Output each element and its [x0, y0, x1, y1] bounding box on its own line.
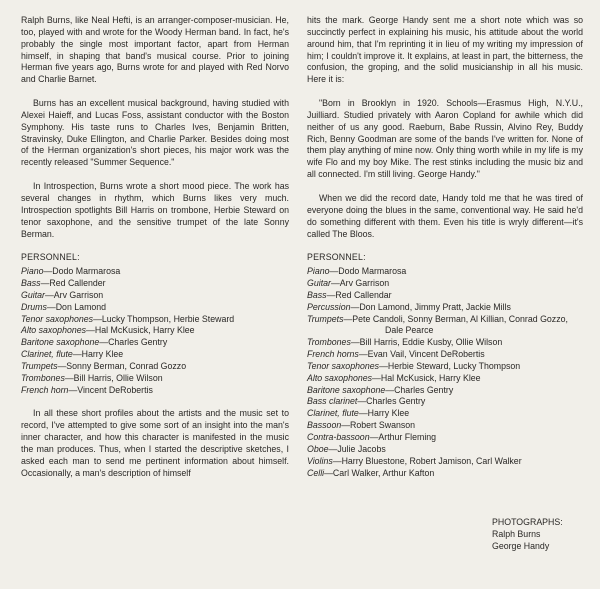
personnel-names: Evan Vail, Vincent DeRobertis: [367, 349, 485, 360]
personnel-role: Bass: [307, 289, 327, 300]
handy-paragraph-3: When we did the record date, Handy told me that he was tired of everyone doing the blues in the same, conventional way. He said he'd do something different with them. Even his title is wryly different—it's called The Bloos.: [307, 192, 583, 239]
personnel-entry: [21, 278, 289, 290]
personnel-dash: —: [326, 289, 336, 300]
personnel-role: Piano: [307, 266, 330, 277]
personnel-names: Robert Swanson: [350, 420, 416, 431]
personnel-names-continued: Dale Pearce: [385, 325, 434, 336]
personnel-entry: [307, 420, 583, 432]
personnel-dash: —: [99, 337, 109, 348]
personnel-list-right: [307, 266, 583, 479]
personnel-dash: —: [332, 455, 342, 466]
personnel-dash: —: [343, 313, 353, 324]
personnel-role: Tenor saxophones: [307, 360, 380, 371]
personnel-role: Oboe: [307, 443, 329, 454]
personnel-entry: [307, 302, 583, 314]
personnel-names: Bill Harris, Eddie Kusby, Ollie Wilson: [359, 337, 503, 348]
personnel-heading-right: PERSONNEL:: [307, 252, 366, 263]
personnel-list-left: [21, 266, 289, 396]
personnel-names: Lucky Thompson, Herbie Steward: [101, 313, 235, 324]
personnel-dash: —: [93, 313, 102, 324]
personnel-role: Trombones: [307, 337, 351, 348]
personnel-role: Celli: [307, 467, 325, 478]
personnel-dash: —: [72, 349, 82, 360]
personnel-names: Red Callender: [49, 278, 106, 289]
personnel-dash: —: [57, 360, 67, 371]
personnel-entry: [307, 349, 583, 361]
personnel-role: Baritone saxophone: [21, 337, 100, 348]
personnel-dash: —: [341, 420, 351, 431]
personnel-names: Red Callendar: [335, 289, 392, 300]
personnel-dash: —: [358, 349, 368, 360]
personnel-role: Trumpets: [21, 360, 58, 371]
personnel-names: Don Lamond, Jimmy Pratt, Jackie Mills: [359, 301, 511, 312]
personnel-names: Charles Gentry: [108, 337, 168, 348]
personnel-names: Pete Candoli, Sonny Berman, Al Killian, Conrad Gozzo,: [352, 313, 568, 324]
right-column: [307, 15, 583, 479]
personnel-role: French horn: [21, 384, 69, 395]
handy-quote: "Born in Brooklyn in 1920. Schools—Erasmus High, N.Y.U., Juilliard. Studied privately with Aaron Copland for awhile which did neither of us any good. Raeburn, Babe Russin, Alvino Rey, Buddy Rich, Benny Goodman are some of the bands I've written for. None of them play anything of mine now. Only thing worth while in my life is my wife Flo and my boy Mike. The rest stinks including the music biz and all connected. I'm still living. George Handy.": [307, 98, 583, 180]
personnel-dash: —: [44, 289, 54, 300]
personnel-role: Bassoon: [307, 420, 342, 431]
personnel-entry: [21, 385, 289, 397]
personnel-entry: [307, 373, 583, 385]
personnel-role: Bass: [21, 278, 41, 289]
personnel-names: Hal McKusick, Harry Klee: [94, 325, 195, 336]
personnel-dash: —: [86, 325, 95, 336]
photographs-credits: [492, 517, 563, 553]
personnel-dash: —: [358, 408, 368, 419]
personnel-dash: —: [330, 278, 340, 289]
personnel-role: French horns: [307, 349, 359, 360]
personnel-entry: [307, 396, 583, 408]
personnel-names: Sonny Berman, Conrad Gozzo: [66, 360, 187, 371]
personnel-role: Violins: [307, 455, 333, 466]
personnel-names: Charles Gentry: [366, 396, 426, 407]
personnel-entry: [21, 302, 289, 314]
personnel-dash: —: [46, 301, 56, 312]
personnel-role: Alto saxophones: [21, 325, 87, 336]
personnel-names: Julie Jacobs: [337, 443, 386, 454]
left-column: [21, 15, 289, 480]
personnel-entry: [21, 349, 289, 361]
personnel-names: Harry Bluestone, Robert Jamison, Carl Walker: [341, 455, 522, 466]
photo-credit: George Handy: [492, 540, 550, 551]
personnel-names: Bill Harris, Ollie Wilson: [73, 372, 163, 383]
personnel-entry: [21, 314, 289, 326]
personnel-dash: —: [369, 432, 379, 442]
personnel-heading-left: PERSONNEL:: [21, 252, 80, 263]
personnel-role: Guitar: [307, 278, 331, 289]
personnel-names: Harry Klee: [81, 349, 124, 360]
personnel-dash: —: [385, 384, 395, 395]
personnel-entry: [307, 314, 583, 326]
personnel-entry: [307, 337, 583, 349]
personnel-names: Charles Gentry: [394, 384, 454, 395]
personnel-entry: [307, 408, 583, 420]
personnel-entry: [307, 385, 583, 397]
personnel-entry: [21, 373, 289, 385]
personnel-names: Hal McKusick, Harry Klee: [380, 372, 481, 383]
personnel-role: Percussion: [307, 301, 351, 312]
intro-paragraph-3: In Introspection, Burns wrote a short mood piece. The work has several changes in rhythm, which Burns likes very much. Introspection spotlights Bill Harris on trombone, Herbie Steward on tenor saxophone, and the sensitive trumpet of the late Sonny Berman.: [21, 181, 289, 239]
handy-paragraph-1: hits the mark. George Handy sent me a short note which was so succinctly perfect in explaining his music, his attitude about the world around him, that I'm reprinting it in lieu of my writing my impression of him; I couldn't improve it. It explains, at least in part, the bitterness, the confusion, the groping, and the solid musicianship in all his music. Here it is:: [307, 15, 583, 85]
personnel-entry: [307, 432, 583, 444]
personnel-dash: —: [329, 266, 339, 277]
personnel-entry: [307, 444, 583, 456]
personnel-role: Tenor saxophones: [21, 313, 94, 324]
personnel-entry: [307, 468, 583, 480]
personnel-role: Trombones: [21, 372, 65, 383]
personnel-dash: —: [43, 266, 53, 277]
personnel-dash: —: [40, 278, 50, 289]
personnel-dash: —: [372, 372, 381, 383]
personnel-dash: —: [350, 301, 360, 312]
photo-credit: Ralph Burns: [492, 528, 541, 539]
personnel-entry: [21, 325, 289, 337]
personnel-names: Dodo Marmarosa: [52, 266, 121, 277]
personnel-names: Arv Garrison: [339, 278, 390, 289]
personnel-dash: —: [328, 443, 338, 454]
personnel-role: Baritone saxophone: [307, 384, 386, 395]
personnel-entry: [307, 278, 583, 290]
personnel-role: Contra-bassoon: [307, 432, 370, 442]
personnel-names: Vincent DeRobertis: [77, 384, 153, 395]
personnel-dash: —: [64, 372, 74, 383]
personnel-entry: [307, 361, 583, 373]
personnel-dash: —: [379, 360, 388, 371]
personnel-entry: [307, 266, 583, 278]
intro-paragraph-2: Burns has an excellent musical background, having studied with Alexei Haieff, and Lucas Foss, assistant conductor with the Boston Symphony. His taste runs to Charles Ives, Benjamin Britten, Stravinsky, Duke Ellington, and Charlie Parker. Besides doing most of the Herman organization's short pieces, his major work was the recently released "Summer Sequence.": [21, 98, 289, 168]
personnel-role: Clarinet, flute: [21, 349, 73, 360]
personnel-names: Harry Klee: [367, 408, 410, 419]
personnel-dash: —: [350, 337, 360, 348]
personnel-role: Alto saxophones: [307, 372, 373, 383]
personnel-entry: [21, 266, 289, 278]
closing-paragraph: In all these short profiles about the artists and the music set to record, I've attempted to give some sort of an insight into the man's inner character, and how this character is manifested in the music the man produces. Thus, when I started the descriptive sketches, I asked each man to send me pertinent information about himself. Occasionally, a man's description of himself: [21, 408, 289, 478]
personnel-role: Drums: [21, 301, 47, 312]
photographs-heading: PHOTOGRAPHS:: [492, 517, 563, 527]
personnel-entry: [21, 337, 289, 349]
personnel-names: Carl Walker, Arthur Kafton: [332, 467, 435, 478]
personnel-role: Guitar: [21, 289, 45, 300]
personnel-names: Herbie Steward, Lucky Thompson: [387, 360, 521, 371]
personnel-role: Piano: [21, 266, 44, 277]
personnel-dash: —: [68, 384, 78, 395]
personnel-names: Don Lamond: [55, 301, 107, 312]
intro-paragraph-1: Ralph Burns, like Neal Hefti, is an arranger-composer-musician. He, too, played with and wrote for the Woody Herman band. In fact, he's probably the single most important factor, apart from Herman himself, in shaping that band's musical course. Prior to joining Herman five years ago, Burns wrote for and played with Red Norvo and Charlie Barnet.: [21, 15, 289, 85]
personnel-names: Dodo Marmarosa: [338, 266, 407, 277]
personnel-role: Trumpets: [307, 313, 344, 324]
personnel-role: Clarinet, flute: [307, 408, 359, 419]
personnel-entry: [21, 290, 289, 302]
personnel-dash: —: [357, 396, 367, 407]
personnel-dash: —: [324, 467, 333, 478]
personnel-names: Arv Garrison: [53, 289, 104, 300]
personnel-role: Bass clarinet: [307, 396, 358, 407]
personnel-entry: [21, 361, 289, 373]
personnel-entry: [307, 290, 583, 302]
personnel-entry: [307, 456, 583, 468]
personnel-names: Arthur Fleming: [378, 432, 437, 442]
